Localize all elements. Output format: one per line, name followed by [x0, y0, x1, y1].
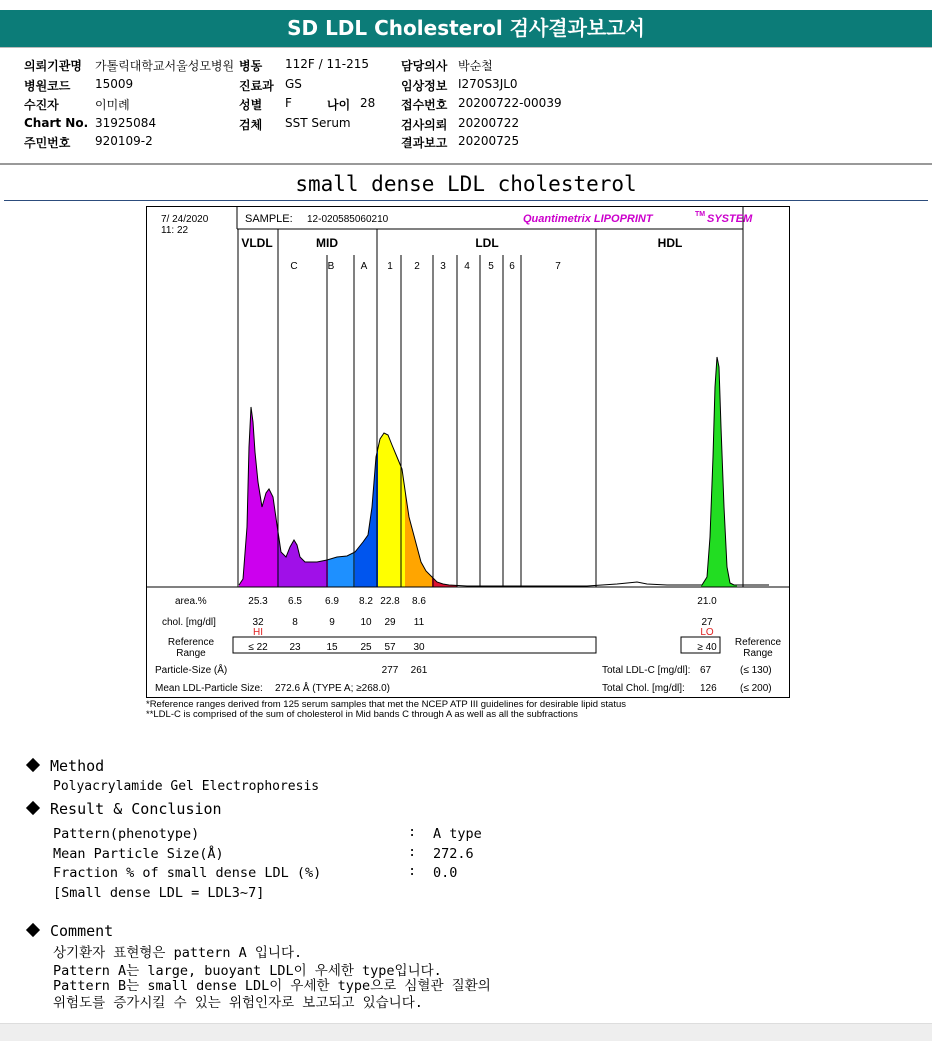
id-label: 주민번호 — [24, 136, 71, 150]
accession-value: 20200722-00039 — [458, 96, 562, 110]
subtitle-divider — [4, 200, 928, 201]
row-label-reference: Reference — [167, 637, 215, 648]
sex-label: 성별 — [239, 98, 263, 112]
area-value: 6.5 — [288, 596, 302, 607]
doctor-label: 담당의사 — [401, 59, 448, 73]
ref-range-value: ≥ 40 — [697, 642, 717, 653]
total-ldl-value: 67 — [700, 665, 712, 676]
row-label-chol: chol. [mg/dl] — [162, 617, 216, 628]
colon: : — [408, 824, 417, 840]
band-label: 3 — [440, 261, 446, 272]
result-note: [Small dense LDL = LDL3~7] — [53, 885, 265, 901]
area-value: 8.2 — [359, 596, 373, 607]
header-divider — [0, 47, 932, 48]
section-divider — [0, 163, 932, 165]
clinical-value: I270S3JL0 — [458, 77, 518, 91]
bottom-bar — [0, 1023, 932, 1041]
request-label: 검사의뢰 — [401, 118, 448, 132]
area-value: 22.8 — [380, 596, 400, 607]
lipoprint-chart — [146, 206, 790, 698]
band-label: 5 — [488, 261, 494, 272]
collector-value: 이미례 — [95, 98, 130, 112]
total-ldl-ref: (≤ 130) — [740, 665, 772, 676]
area-value: 8.6 — [412, 596, 426, 607]
ref-range-value: 57 — [384, 642, 396, 653]
chart-time: 11: 22 — [161, 225, 189, 236]
band-label: A — [360, 261, 368, 272]
group-vldl: VLDL — [241, 236, 273, 250]
chol-value: 10 — [360, 617, 372, 628]
hdl-region — [701, 357, 737, 587]
chart-date: 7/ 24/2020 — [161, 214, 209, 225]
band-label: 7 — [555, 261, 561, 272]
table-values — [248, 596, 717, 676]
chol-value: 11 — [413, 617, 425, 628]
comment-line: Pattern A는 large, buoyant LDL이 우세한 type입니다. — [53, 963, 442, 979]
row-label-area: area.% — [175, 596, 207, 607]
mid-b-region — [328, 552, 355, 587]
colon: : — [408, 844, 417, 860]
age-value: 28 — [360, 96, 376, 110]
sample-id: 12-020585060210 — [307, 214, 389, 225]
result-label-fraction: Fraction % of small dense LDL (%) — [53, 865, 322, 881]
band-label: 1 — [387, 261, 393, 272]
chol-value: 27 — [701, 617, 713, 628]
institution-value: 가톨릭대학교서울성모병원 — [95, 59, 235, 73]
report-date-value: 20200725 — [458, 134, 520, 148]
group-mid: MID — [316, 236, 338, 250]
specimen-value: SST Serum — [285, 116, 351, 130]
chart-no-label: Chart No. — [24, 116, 89, 130]
ref-label-right-1: Reference — [734, 637, 782, 648]
result-value-size: 272.6 — [433, 846, 474, 862]
chol-value: 29 — [384, 617, 396, 628]
row-label-mean-ldl: Mean LDL-Particle Size: — [155, 683, 263, 694]
ref-range-value: 23 — [289, 642, 301, 653]
lipoprint-chart-svg — [147, 207, 789, 697]
report-date-label: 결과보고 — [401, 136, 448, 150]
total-chol-label: Total Chol. [mg/dl]: — [602, 683, 685, 694]
report-title: SD LDL Cholesterol 검사결과보고서 — [0, 10, 932, 47]
hospital-code-value: 15009 — [95, 77, 134, 91]
mid-a-region — [355, 448, 378, 587]
result-value-fraction: 0.0 — [433, 865, 458, 881]
diamond-bullet-icon — [26, 923, 40, 937]
comment-line: 위험도를 증가시킬 수 있는 위험인자로 보고되고 있습니다. — [53, 995, 423, 1011]
ref-label-right-2: Range — [743, 648, 773, 659]
report-subtitle: small dense LDL cholesterol — [295, 172, 637, 196]
method-text: Polyacrylamide Gel Electrophoresis — [53, 779, 320, 794]
institution-label: 의뢰기관명 — [24, 59, 82, 73]
diamond-bullet-icon — [26, 801, 40, 815]
specimen-label: 검체 — [239, 118, 263, 132]
ref-range-value: ≤ 22 — [248, 642, 268, 653]
area-value: 6.9 — [325, 596, 339, 607]
result-label-size: Mean Particle Size(Å) — [53, 846, 224, 862]
id-value: 920109-2 — [95, 134, 153, 148]
ref-range-value: 30 — [413, 642, 425, 653]
result-value-pattern: A type — [433, 826, 482, 842]
chol-value: 32 — [252, 617, 264, 628]
diamond-bullet-icon — [26, 758, 40, 772]
ward-value: 112F / 11-215 — [285, 57, 369, 71]
lo-flag: LO — [700, 627, 714, 638]
particle-size-value: 277 — [381, 665, 399, 676]
request-value: 20200722 — [458, 116, 520, 130]
band-label: 2 — [414, 261, 420, 272]
row-label-range: Range — [176, 648, 206, 659]
group-hdl: HDL — [657, 236, 683, 250]
brand-name: Quantimetrix LIPOPRINT — [523, 213, 653, 225]
density-curve — [239, 357, 769, 586]
clinical-label: 임상정보 — [401, 79, 448, 93]
chol-value: 8 — [292, 617, 298, 628]
area-value: 25.3 — [248, 596, 268, 607]
collector-label: 수진자 — [24, 98, 59, 112]
hi-flag: HI — [253, 627, 263, 638]
group-ldl: LDL — [475, 236, 499, 250]
brand-suffix: SYSTEM — [707, 213, 753, 225]
chart-no-value: 31925084 — [95, 116, 157, 130]
band-label: B — [327, 261, 335, 272]
hospital-code-label: 병원코드 — [24, 79, 71, 93]
method-heading: Method — [28, 757, 104, 775]
ref-range-value: 15 — [326, 642, 338, 653]
total-chol-ref: (≤ 200) — [740, 683, 772, 694]
ref-range-value: 25 — [360, 642, 372, 653]
band-label: C — [290, 261, 298, 272]
total-ldl-label: Total LDL-C [mg/dl]: — [602, 665, 691, 676]
chol-value: 9 — [329, 617, 335, 628]
result-heading: Result & Conclusion — [28, 800, 222, 818]
band-label: 4 — [464, 261, 470, 272]
band-label: 6 — [509, 261, 515, 272]
particle-size-value: 261 — [410, 665, 428, 676]
dept-label: 진료과 — [239, 79, 274, 93]
row-label-particle-size: Particle-Size (Å) — [155, 665, 228, 676]
area-value: 21.0 — [697, 596, 717, 607]
comment-line: 상기환자 표현형은 pattern A 입니다. — [53, 945, 303, 961]
result-label-pattern: Pattern(phenotype) — [53, 826, 200, 842]
brand-tm: TM — [695, 211, 706, 218]
mean-ldl-value: 272.6 Å (TYPE A; ≥268.0) — [275, 683, 390, 694]
comment-heading: Comment — [28, 922, 113, 940]
total-chol-value: 126 — [700, 683, 717, 694]
doctor-value: 박순철 — [458, 59, 493, 73]
age-label: 나이 — [327, 98, 351, 112]
accession-label: 접수번호 — [401, 98, 448, 112]
sample-label: SAMPLE: — [245, 213, 293, 225]
peak-regions — [239, 357, 737, 587]
comment-line: Pattern B는 small dense LDL이 우세한 type으로 심혈관 질환의 — [53, 978, 491, 994]
sex-value: F — [285, 96, 292, 110]
footnote-ldl: **LDL-C is comprised of the sum of cholesterol in Mid bands C through A as well as all the subfractions — [146, 709, 578, 720]
ward-label: 병동 — [239, 59, 263, 73]
dept-value: GS — [285, 77, 302, 91]
footnote-reference: *Reference ranges derived from 125 serum samples that met the NCEP ATP III guidelines for desirable lipid status — [146, 699, 626, 710]
colon: : — [408, 863, 417, 879]
